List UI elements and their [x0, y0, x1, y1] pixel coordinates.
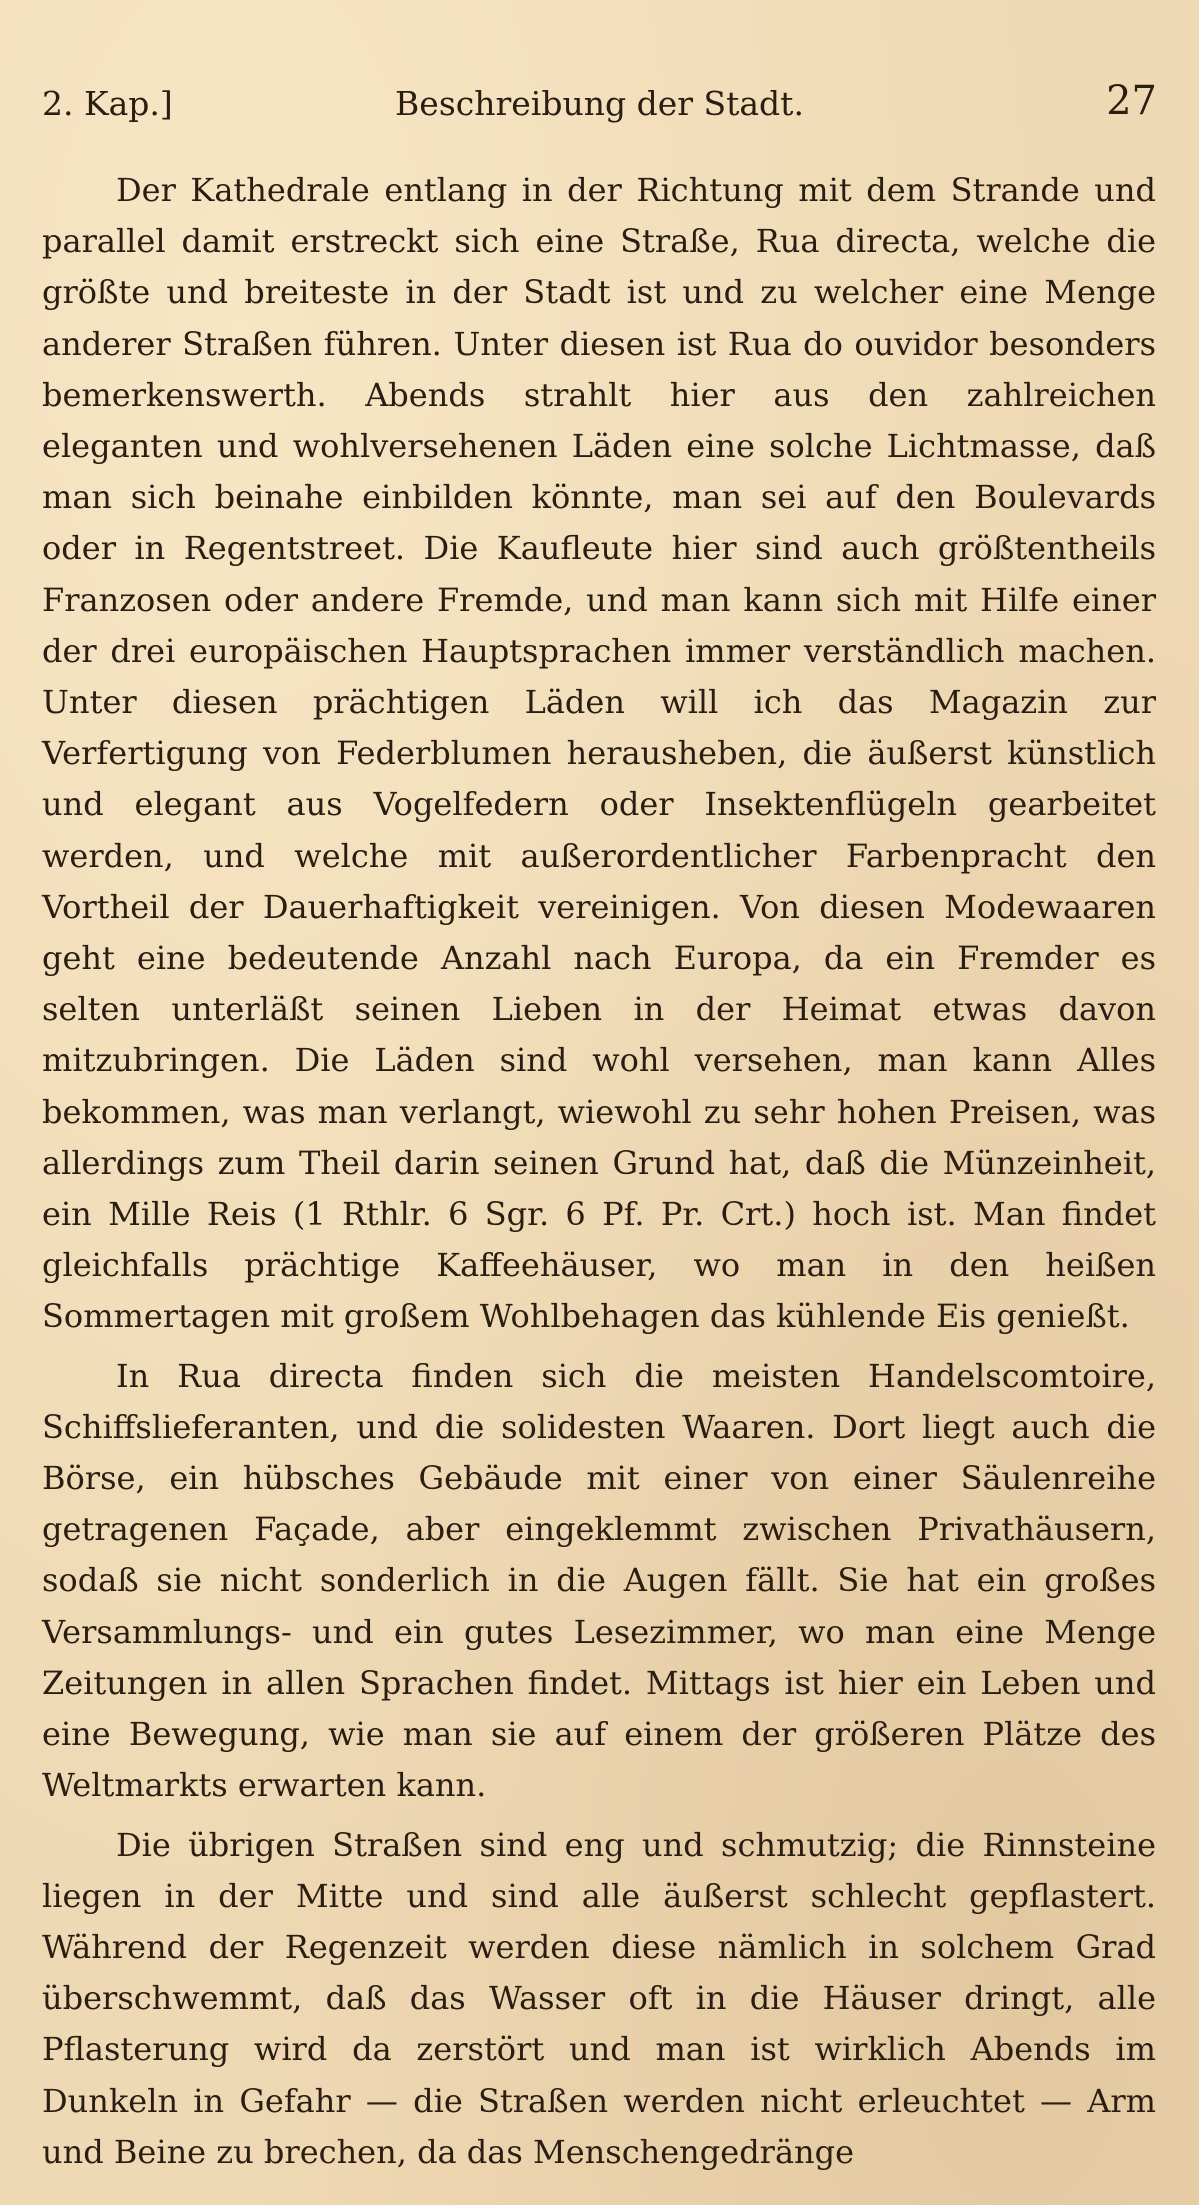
- paragraph: In Rua directa finden sich die meisten Handelscomtoire, Schiffslieferanten, und die solidesten Waaren. Dort liegt auch die Börse, ein hübsches Gebäude mit einer von einer Säulenreihe getragenen Façade, aber eingeklemmt zwischen Privathäusern, sodaß sie nicht sonderlich in die Augen fällt. Sie hat ein großes Versammlungs- und ein gutes Lesezimmer, wo man eine Menge Zeitungen in allen Sprachen findet. Mittags ist hier ein Leben und eine Bewegung, wie man sie auf einem der größeren Plätze des Weltmarkts erwarten kann.: [42, 1356, 1156, 1805]
- paragraph: Der Kathedrale entlang in der Richtung mit dem Strande und parallel damit erstreckt sich eine Straße, Rua directa, welche die größte und breiteste in der Stadt ist und zu welcher eine Menge anderer Straßen führen. Unter diesen ist Rua do ouvidor besonders bemerkenswerth. Abends strahlt hier aus den zahlreichen eleganten und wohlversehenen Läden eine solche Lichtmasse, daß man sich beinahe einbilden könnte, man sei auf den Boulevards oder in Regentstreet. Die Kaufleute hier sind auch größtentheils Franzosen oder andere Fremde, und man kann sich mit Hilfe einer der drei europäischen Hauptsprachen immer verständlich machen. Unter diesen prächtigen Läden will ich das Magazin zur Verfertigung von Federblumen herausheben, die äußerst künstlich und elegant aus Vogelfedern oder Insektenflügeln gearbeitet werden, und welche mit außerordentlicher Farbenpracht den Vortheil der Dauerhaftigkeit vereinigen. Von diesen Modewaaren geht eine bedeutende Anzahl nach Europa, da ein Fremder es selten unterläßt seinen Lieben in der Heimat etwas davon mitzubringen. Die Läden sind wohl versehen, man kann Alles bekommen, was man verlangt, wiewohl zu sehr hohen Preisen, was allerdings zum Theil darin seinen Grund hat, daß die Münzeinheit, ein Mille Reis (1 Rthlr. 6 Sgr. 6 Pf. Pr. Crt.) hoch ist. Man findet gleichfalls prächtige Kaffeehäuser, wo man in den heißen Sommertagen mit großem Wohlbehagen das kühlende Eis genießt.: [42, 171, 1156, 1336]
- chapter-label: 2. Kap.]: [42, 84, 173, 123]
- running-header: [42, 78, 1157, 134]
- running-title: Beschreibung der Stadt.: [395, 84, 804, 123]
- paragraph: Die übrigen Straßen sind eng und schmutzig; die Rinnsteine liegen in der Mitte und sind alle äußerst schlecht gepflastert. Während der Regenzeit werden diese nämlich in solchem Grad überschwemmt, daß das Wasser oft in die Häuser dringt, alle Pflasterung wird da zerstört und man ist wirklich Abends im Dunkeln in Gefahr — die Straßen werden nicht erleuchtet — Arm und Beine zu brechen, da das Menschengedränge: [42, 1825, 1156, 2171]
- page-number: 27: [1106, 78, 1157, 124]
- page-body: [42, 165, 1156, 2178]
